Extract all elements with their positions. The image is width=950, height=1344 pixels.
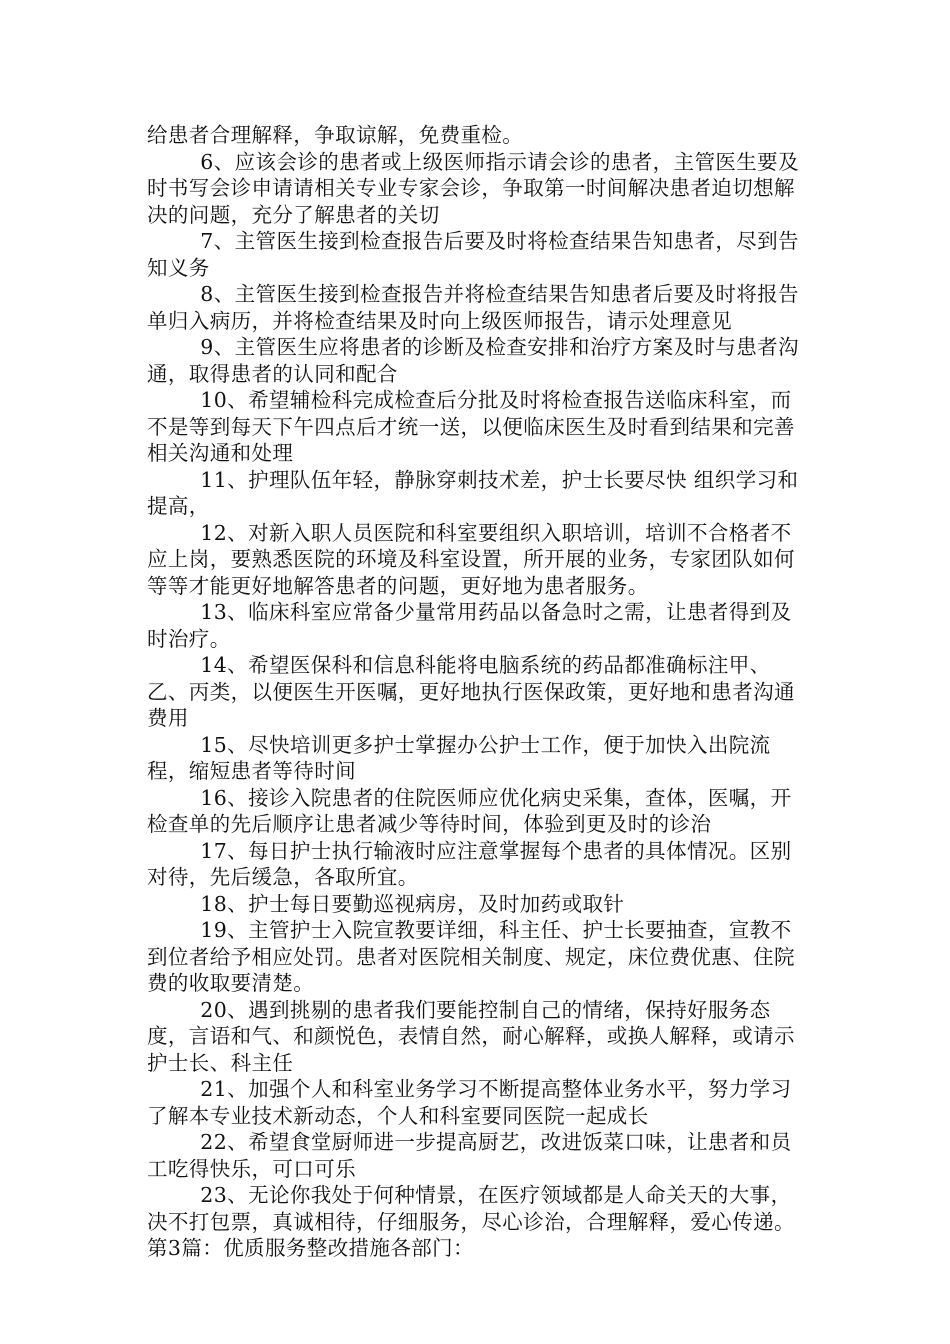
paragraph: 16、接诊入院患者的住院医师应优化病史采集，查体，医嘱，开检查单的先后顺序让患者减少等待时间，体验到更及时的诊治 [147,785,792,836]
paragraph: 17、每日护士执行输液时应注意掌握每个患者的具体情况。区别对待，先后缓急，各取所宜。 [147,838,792,889]
paragraph: 19、主管护士入院宣教要详细，科主任、护士长要抽查，宣教不到位者给予相应处罚。患者对医院相关制度、规定，床位费优惠、住院费的收取要清楚。 [147,918,795,995]
paragraph: 10、希望辅检科完成检查后分批及时将检查报告送临床科室，而不是等到每天下午四点后才统一送，以便临床医生及时看到结果和完善相关沟通和处理 [147,388,795,465]
paragraph: 6、应该会诊的患者或上级医师指示请会诊的患者，主管医生要及时书写会诊申请请相关专业专家会诊，争取第一时间解决患者迫切想解决的问题，充分了解患者的关切 [147,149,799,227]
paragraph: 给患者合理解释，争取谅解，免费重检。 [147,123,524,147]
paragraph: 22、希望食堂厨师进一步提高厨艺，改进饭菜口味，让患者和员工吃得快乐，可口可乐 [147,1130,792,1181]
paragraph: 15、尽快培训更多护士掌握办公护士工作，便于加快入出院流程，缩短患者等待时间 [147,732,771,783]
paragraph: 20、遇到挑剔的患者我们要能控制自己的情绪，保持好服务态度，言语和气、和颜悦色，表情自然，耐心解释，或换人解释，或请示护士长、科主任 [147,997,795,1075]
paragraph: 14、希望医保科和信息科能将电脑系统的药品都准确标注甲、乙、丙类，以便医生开医嘱，更好地执行医保政策，更好地和患者沟通费用 [147,653,795,730]
paragraph: 21、加强个人和科室业务学习不断提高整体业务水平，努力学习了解本专业技术新动态，个人和科室要同医院一起成长 [147,1077,792,1128]
paragraph: 23、无论你我处于何种情景，在医疗领域都是人命关天的大事，决不打包票，真诚相待，仔细服务，尽心诊治，合理解释，爱心传递。 第3篇：优质服务整改措施各部门： [147,1183,795,1260]
paragraph: 12、对新入职人员医院和科室要组织入职培训，培训不合格者不应上岗，要熟悉医院的环境及科室设置，所开展的业务，专家团队如何等等才能更好地解答患者的问题，更好地为患者服务。 [147,520,795,598]
paragraph: 8、主管医生接到检查报告并将检查结果告知患者后要及时将报告单归入病历，并将检查结果及时向上级医师报告，请示处理意见 [147,282,799,333]
paragraph: 9、主管医生应将患者的诊断及检查安排和治疗方案及时与患者沟通，取得患者的认同和配合 [147,335,799,386]
document-body [147,122,812,1262]
paragraph: 7、主管医生接到检查报告后要及时将检查结果告知患者，尽到告知义务 [147,229,799,280]
paragraph: 11、护理队伍年轻，静脉穿刺技术差，护士长要尽快 组织学习和提高， [147,467,799,518]
paragraph: 13、临床科室应常备少量常用药品以备急时之需，让患者得到及时治疗。 [147,600,792,651]
paragraph: 18、护士每日要勤巡视病房，及时加药或取针 [200,891,625,916]
